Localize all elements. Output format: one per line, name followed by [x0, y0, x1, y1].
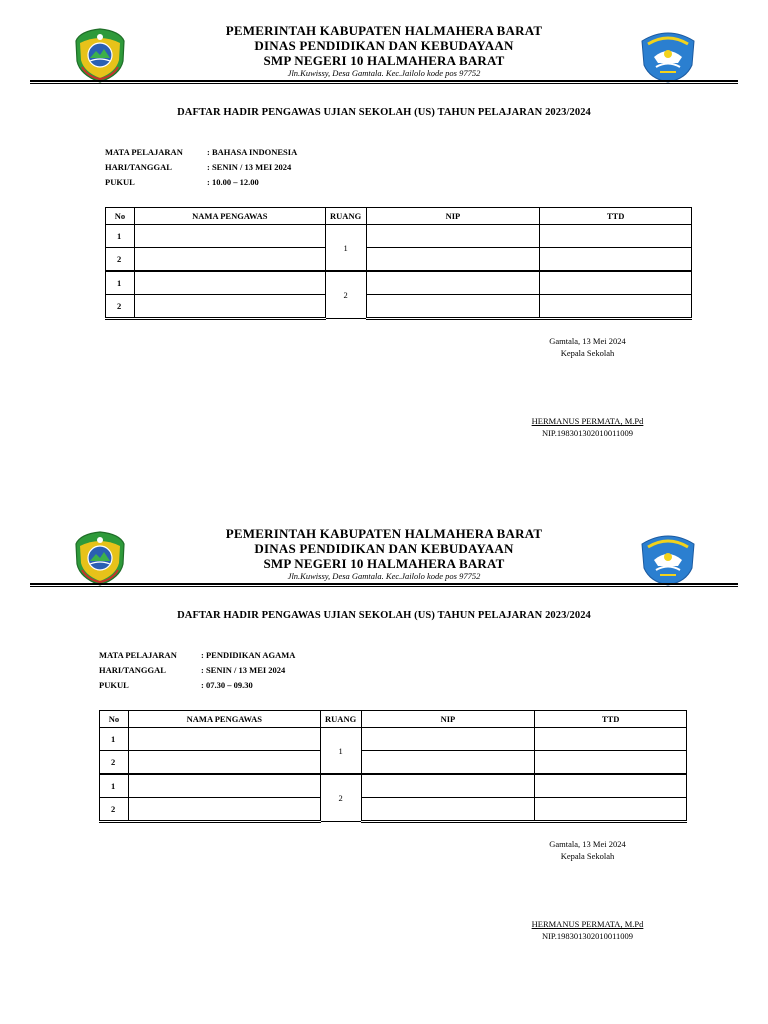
- exam-info: [99, 648, 295, 693]
- letterhead-rule-thick: [30, 583, 738, 585]
- time-label: PUKUL: [99, 680, 129, 690]
- nip-cell[interactable]: [366, 271, 540, 295]
- letterhead: [180, 23, 588, 78]
- row-number: 1: [100, 728, 129, 751]
- attendance-sheet-1: [0, 0, 768, 500]
- time-label: PUKUL: [105, 177, 135, 187]
- row-number: 1: [100, 774, 129, 798]
- time-value: : 10.00 – 12.00: [207, 177, 259, 187]
- attendance-sheet-2: [0, 503, 768, 1003]
- subject-label: MATA PELAJARAN: [105, 147, 183, 157]
- signature-place-date: Gamtala, 13 Mei 2024: [549, 336, 626, 346]
- nip-cell[interactable]: [361, 751, 535, 775]
- letterhead-rule-thin: [30, 586, 738, 587]
- header-signature: TTD: [535, 711, 687, 728]
- principal-name: HERMANUS PERMATA, M.Pd: [531, 919, 644, 929]
- time-value: : 07.30 – 09.30: [201, 680, 253, 690]
- nip-cell[interactable]: [361, 728, 535, 751]
- subject-value: : BAHASA INDONESIA: [207, 147, 298, 157]
- table-header-row: [106, 208, 692, 225]
- subject-value: : PENDIDIKAN AGAMA: [201, 650, 296, 660]
- signature-place-date: Gamtala, 13 Mei 2024: [549, 839, 626, 849]
- table-row: [106, 271, 692, 295]
- table-row: [100, 774, 687, 798]
- row-number: 1: [106, 271, 135, 295]
- room-cell: 2: [320, 774, 361, 822]
- signature-cell[interactable]: [540, 271, 692, 295]
- table-row: [100, 728, 687, 751]
- letterhead-address: Jln.Kuwissy, Desa Gamtala. Kec.Jailolo kode pos 97752: [287, 571, 481, 581]
- letterhead-rule-thin: [30, 83, 738, 84]
- signature-cell[interactable]: [535, 751, 687, 775]
- date-value: : SENIN / 13 MEI 2024: [201, 665, 286, 675]
- tut-wuri-handayani-icon: [638, 530, 698, 586]
- signature-cell[interactable]: [535, 798, 687, 822]
- room-cell: 1: [325, 225, 366, 272]
- row-number: 2: [100, 751, 129, 775]
- table-header-row: [100, 711, 687, 728]
- document-title: DAFTAR HADIR PENGAWAS UJIAN SEKOLAH (US) TAHUN PELAJARAN 2023/2024: [177, 107, 591, 118]
- principal-nip: NIP.198301302010011009: [541, 428, 634, 438]
- header-nip: NIP: [361, 711, 535, 728]
- room-cell: 1: [320, 728, 361, 775]
- document-title: DAFTAR HADIR PENGAWAS UJIAN SEKOLAH (US) TAHUN PELAJARAN 2023/2024: [177, 610, 591, 621]
- signature-cell[interactable]: [540, 225, 692, 248]
- signature-cell[interactable]: [535, 774, 687, 798]
- row-number: 2: [106, 248, 135, 272]
- letterhead: [180, 526, 588, 581]
- letterhead-government: PEMERINTAH KABUPATEN HALMAHERA BARAT: [225, 23, 543, 38]
- header-nip: NIP: [366, 208, 540, 225]
- supervisor-name-cell[interactable]: [134, 295, 325, 319]
- subject-label: MATA PELAJARAN: [99, 650, 177, 660]
- supervisor-name-cell[interactable]: [128, 798, 320, 822]
- letterhead-department: DINAS PENDIDIKAN DAN KEBUDAYAAN: [254, 38, 514, 53]
- supervisor-name-cell[interactable]: [128, 728, 320, 751]
- letterhead-rule-thick: [30, 80, 738, 82]
- letterhead-school: SMP NEGERI 10 HALMAHERA BARAT: [263, 53, 505, 68]
- letterhead-department: DINAS PENDIDIKAN DAN KEBUDAYAAN: [254, 541, 514, 556]
- principal-nip: NIP.198301302010011009: [541, 931, 634, 941]
- room-cell: 2: [325, 271, 366, 319]
- nip-cell[interactable]: [361, 798, 535, 822]
- attendance-table: [105, 207, 692, 320]
- header-signature: TTD: [540, 208, 692, 225]
- header-room: RUANG: [325, 208, 366, 225]
- nip-cell[interactable]: [366, 225, 540, 248]
- header-room: RUANG: [320, 711, 361, 728]
- supervisor-name-cell[interactable]: [128, 774, 320, 798]
- tut-wuri-handayani-icon: [638, 27, 698, 83]
- table-row: [106, 225, 692, 248]
- date-label: HARI/TANGGAL: [99, 665, 166, 675]
- table-row: [106, 248, 692, 272]
- exam-info: [105, 145, 297, 190]
- nip-cell[interactable]: [361, 774, 535, 798]
- signature-cell[interactable]: [540, 248, 692, 272]
- table-row: [100, 751, 687, 775]
- regency-emblem-icon: [74, 27, 126, 83]
- date-label: HARI/TANGGAL: [105, 162, 172, 172]
- supervisor-name-cell[interactable]: [134, 271, 325, 295]
- table-row: [106, 295, 692, 319]
- header-name: NAMA PENGAWAS: [128, 711, 320, 728]
- nip-cell[interactable]: [366, 248, 540, 272]
- row-number: 1: [106, 225, 135, 248]
- letterhead-address: Jln.Kuwissy, Desa Gamtala. Kec.Jailolo kode pos 97752: [287, 68, 481, 78]
- header-no: No: [100, 711, 129, 728]
- row-number: 2: [100, 798, 129, 822]
- supervisor-name-cell[interactable]: [128, 751, 320, 775]
- date-value: : SENIN / 13 MEI 2024: [207, 162, 292, 172]
- supervisor-name-cell[interactable]: [134, 225, 325, 248]
- signature-cell[interactable]: [540, 295, 692, 319]
- signature-role: Kepala Sekolah: [560, 348, 615, 358]
- regency-emblem-icon: [74, 530, 126, 586]
- principal-name: HERMANUS PERMATA, M.Pd: [531, 416, 644, 426]
- letterhead-government: PEMERINTAH KABUPATEN HALMAHERA BARAT: [225, 526, 543, 541]
- supervisor-name-cell[interactable]: [134, 248, 325, 272]
- signature-role: Kepala Sekolah: [560, 851, 615, 861]
- nip-cell[interactable]: [366, 295, 540, 319]
- row-number: 2: [106, 295, 135, 319]
- signature-cell[interactable]: [535, 728, 687, 751]
- header-name: NAMA PENGAWAS: [134, 208, 325, 225]
- table-row: [100, 798, 687, 822]
- letterhead-school: SMP NEGERI 10 HALMAHERA BARAT: [263, 556, 505, 571]
- header-no: No: [106, 208, 135, 225]
- attendance-table: [99, 710, 687, 823]
